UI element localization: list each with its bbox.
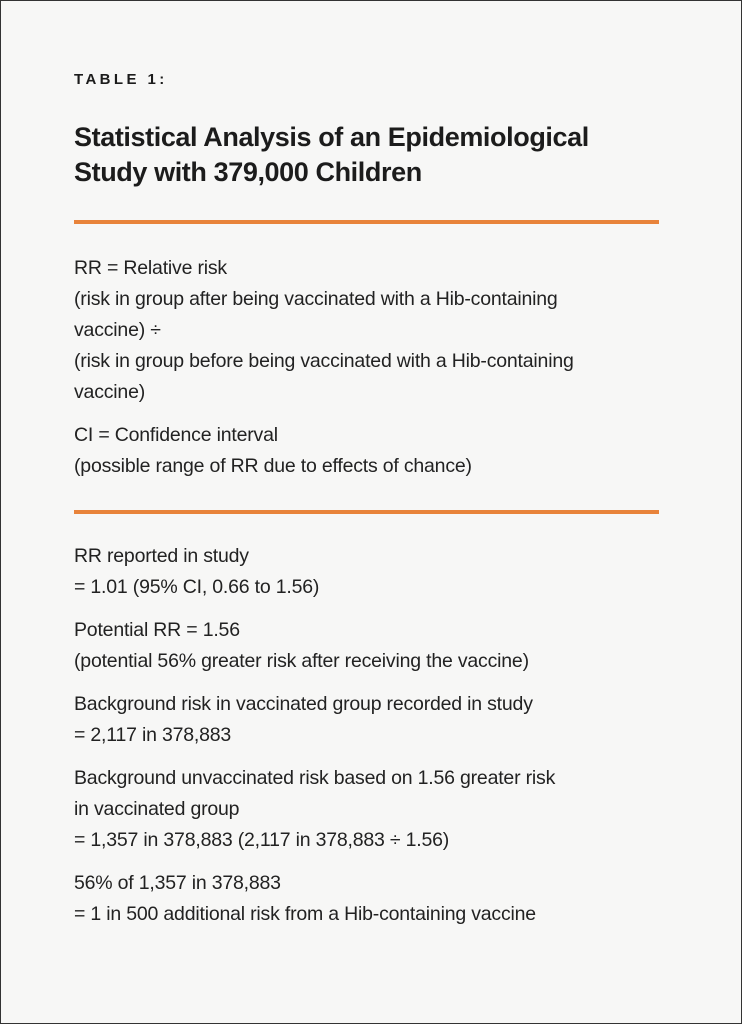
definition-line: RR = Relative risk <box>74 257 227 279</box>
table-label: TABLE 1: <box>74 71 168 88</box>
calc-line: Background risk in vaccinated group recorded in study <box>74 693 533 715</box>
table-title <box>74 120 674 190</box>
calc-additional-risk <box>74 868 674 930</box>
calc-background-vaccinated <box>74 689 674 751</box>
calculations-section <box>74 541 674 942</box>
definition-line: CI = Confidence interval <box>74 424 278 446</box>
calc-line: = 2,117 in 378,883 <box>74 724 232 746</box>
calc-line: (potential 56% greater risk after receiving the vaccine) <box>74 650 529 672</box>
definition-line: (risk in group before being vaccinated with a Hib-containing <box>74 350 574 372</box>
calc-line: Background unvaccinated risk based on 1.56 greater risk <box>74 767 556 789</box>
calc-line: RR reported in study <box>74 545 249 567</box>
title-line: Study with 379,000 Children <box>74 157 422 187</box>
definition-line: vaccine) <box>74 381 146 403</box>
divider-top <box>74 220 659 224</box>
calc-line: = 1,357 in 378,883 (2,117 in 378,883 ÷ 1.56) <box>74 829 450 851</box>
calc-line: 56% of 1,357 in 378,883 <box>74 872 281 894</box>
definition-line: vaccine) ÷ <box>74 319 161 341</box>
calc-background-unvaccinated <box>74 763 674 856</box>
calc-line: = 1.01 (95% CI, 0.66 to 1.56) <box>74 576 320 598</box>
definition-rr <box>74 253 674 408</box>
calc-line: = 1 in 500 additional risk from a Hib-containing vaccine <box>74 903 536 925</box>
calc-line: Potential RR = 1.56 <box>74 619 240 641</box>
calc-line: in vaccinated group <box>74 798 240 820</box>
title-line: Statistical Analysis of an Epidemiological <box>74 122 589 152</box>
calc-potential-rr <box>74 615 674 677</box>
divider-middle <box>74 510 659 514</box>
definition-line: (possible range of RR due to effects of chance) <box>74 455 472 477</box>
definitions-section <box>74 253 674 494</box>
definition-ci <box>74 420 674 482</box>
calc-reported-rr <box>74 541 674 603</box>
definition-line: (risk in group after being vaccinated with a Hib-containing <box>74 288 558 310</box>
